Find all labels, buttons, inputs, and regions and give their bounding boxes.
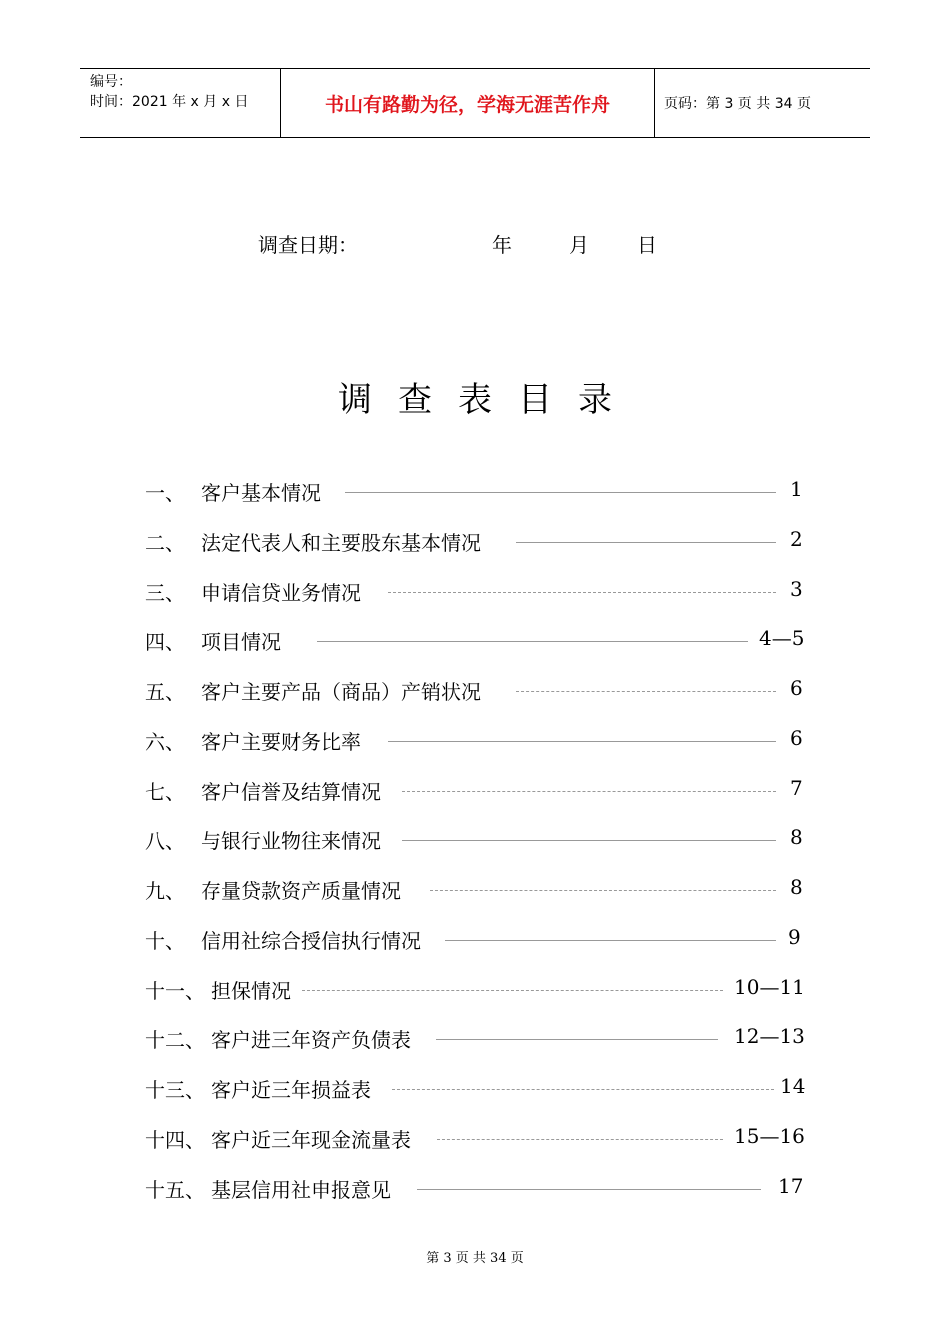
toc-leader-line	[302, 990, 723, 991]
toc-number: 一、	[145, 481, 185, 505]
toc-row	[0, 1074, 950, 1104]
toc-label: 客户近三年现金流量表	[211, 1128, 411, 1152]
toc-page-number: 8	[790, 875, 803, 899]
toc-number: 十五、	[145, 1178, 205, 1202]
toc-leader-line	[430, 890, 776, 891]
toc-label: 客户主要财务比率	[201, 730, 361, 754]
toc-page-number: 6	[790, 726, 803, 750]
survey-date-label: 调查日期：	[258, 233, 358, 257]
toc-label: 客户基本情况	[201, 481, 321, 505]
toc-row	[0, 1124, 950, 1154]
toc-label: 项目情况	[201, 630, 281, 654]
toc-row	[0, 527, 950, 557]
toc-leader-line	[516, 542, 776, 543]
toc-leader-line	[516, 691, 776, 692]
toc-page-number: 4—5	[759, 626, 805, 650]
toc-page-number: 2	[790, 527, 803, 551]
toc-label: 存量贷款资产质量情况	[201, 879, 401, 903]
toc-label: 与银行业物往来情况	[201, 829, 381, 853]
toc-label: 客户主要产品（商品）产销状况	[201, 680, 481, 704]
number-label: 编号：	[90, 74, 132, 90]
survey-date-year: 年	[492, 233, 512, 257]
toc-row	[0, 1174, 950, 1204]
toc-leader-line	[317, 641, 748, 642]
toc-page-number: 10—11	[734, 975, 805, 999]
time-label: 时间：2021 年 x 月 x 日	[90, 94, 249, 110]
toc-row	[0, 825, 950, 855]
toc-number: 三、	[145, 581, 185, 605]
toc-page-number: 12—13	[734, 1024, 805, 1048]
toc-label: 基层信用社申报意见	[211, 1178, 391, 1202]
toc-number: 十、	[145, 929, 185, 953]
toc-leader-line	[388, 741, 776, 742]
toc-label: 客户近三年损益表	[211, 1078, 371, 1102]
toc-leader-line	[402, 791, 776, 792]
toc-number: 十四、	[145, 1128, 205, 1152]
toc-row	[0, 626, 950, 656]
toc-label: 担保情况	[211, 979, 291, 1003]
toc-row	[0, 477, 950, 507]
toc-row	[0, 726, 950, 756]
page-header	[80, 68, 870, 138]
toc-label: 申请信贷业务情况	[201, 581, 361, 605]
survey-date-day: 日	[637, 233, 657, 257]
toc-label: 信用社综合授信执行情况	[201, 929, 421, 953]
header-page-info: 页码：第 3 页 共 34 页	[664, 96, 811, 112]
toc-leader-line	[392, 1089, 774, 1090]
toc-page-number: 6	[790, 676, 803, 700]
toc-leader-line	[388, 592, 776, 593]
toc-label: 法定代表人和主要股东基本情况	[201, 531, 481, 555]
toc-leader-line	[345, 492, 776, 493]
toc-number: 十三、	[145, 1078, 205, 1102]
toc-label: 客户进三年资产负债表	[211, 1028, 411, 1052]
toc-number: 二、	[145, 531, 185, 555]
page-title: 调查表目录	[338, 380, 638, 420]
toc-page-number: 3	[790, 577, 803, 601]
toc-number: 九、	[145, 879, 185, 903]
toc-page-number: 9	[788, 925, 801, 949]
motto: 书山有路勤为径，学海无涯苦作舟	[324, 93, 610, 116]
toc-row	[0, 1024, 950, 1054]
toc-number: 六、	[145, 730, 185, 754]
toc-row	[0, 776, 950, 806]
toc-page-number: 8	[790, 825, 803, 849]
toc-number: 五、	[145, 680, 185, 704]
toc-leader-line	[417, 1189, 761, 1190]
page-footer: 第 3 页 共 34 页	[426, 1251, 524, 1266]
toc-page-number: 7	[790, 776, 803, 800]
toc-number: 十一、	[145, 979, 205, 1003]
toc-number: 十二、	[145, 1028, 205, 1052]
toc-number: 四、	[145, 630, 185, 654]
toc-row	[0, 577, 950, 607]
toc-number: 八、	[145, 829, 185, 853]
toc-page-number: 14	[780, 1074, 806, 1098]
header-meta	[80, 69, 280, 137]
toc-leader-line	[437, 1139, 723, 1140]
toc-page-number: 1	[790, 477, 803, 501]
toc-row	[0, 676, 950, 706]
toc-label: 客户信誉及结算情况	[201, 780, 381, 804]
toc-page-number: 17	[778, 1174, 804, 1198]
toc-row	[0, 975, 950, 1005]
survey-date-month: 月	[569, 233, 589, 257]
toc-number: 七、	[145, 780, 185, 804]
toc-row	[0, 925, 950, 955]
header-page-cell	[655, 69, 870, 137]
toc-leader-line	[436, 1039, 718, 1040]
toc-page-number: 15—16	[734, 1124, 805, 1148]
toc-leader-line	[445, 940, 776, 941]
toc-leader-line	[402, 840, 776, 841]
header-motto-cell	[280, 69, 655, 137]
toc-row	[0, 875, 950, 905]
